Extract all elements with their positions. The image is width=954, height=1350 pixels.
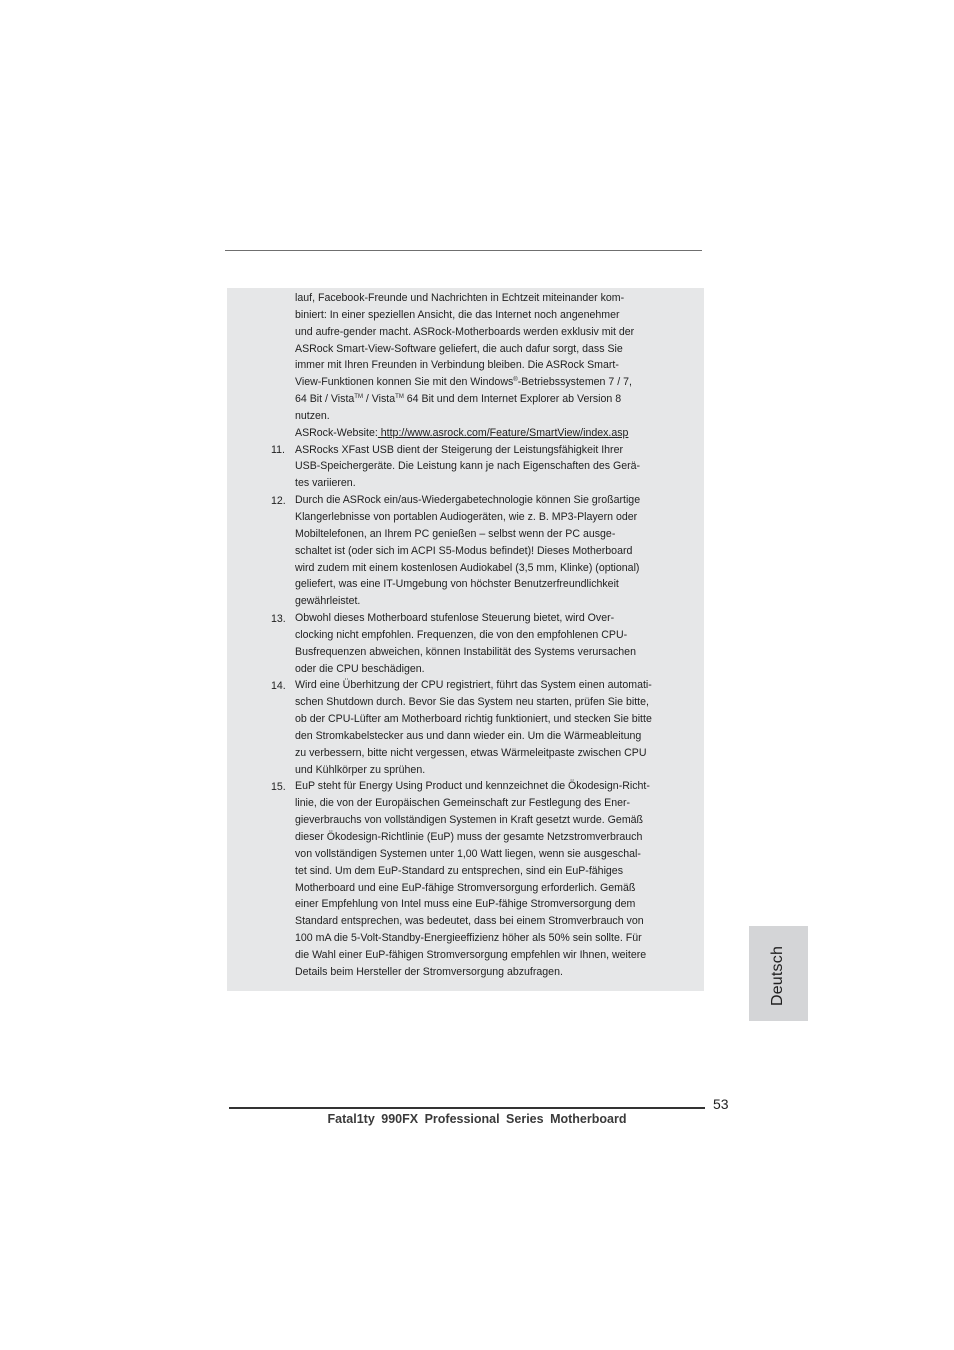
item-12-line: gewährleistet. <box>295 595 361 608</box>
website-line <box>295 425 679 442</box>
item-14-line: ob der CPU-Lüfter am Motherboard richtig funktioniert, und stecken Sie bitte <box>295 713 652 726</box>
item-11-line: tes variieren. <box>295 477 356 490</box>
item-15-line: EuP steht für Energy Using Product und kennzeichnet die Ökodesign-Richt- <box>295 780 650 793</box>
intro-windows-before: View-Funktionen konnen Sie mit den Windows <box>295 376 514 389</box>
item-number: 13. <box>271 613 286 625</box>
intro-line: immer mit Ihren Freunden in Verbindung bleiben. Die ASRock Smart- <box>295 359 619 372</box>
item-13-line: Busfrequenzen abweichen, können Instabilität des Systems verursachen <box>295 645 636 658</box>
intro-line: und aufre-gender macht. ASRock-Motherboards werden exklusiv mit der <box>295 325 635 338</box>
item-15-line: Standard entsprechen, was bedeutet, dass bei einem Stromverbrauch von <box>295 915 644 928</box>
item-12-line: Klangerlebnisse von portablen Audiogeräten, wie z. B. MP3-Playern oder <box>295 510 638 523</box>
item-15-line: die Wahl einer EuP-fähigen Stromversorgung empfehlen wir Ihnen, weitere <box>295 948 647 961</box>
text-column <box>295 290 679 981</box>
item-15-line: 100 mA die 5-Volt-Standby-Energieeffizienz höher als 50% sein sollte. Für <box>295 932 642 945</box>
item-number: 14. <box>271 680 286 692</box>
item-15-line: einer Empfehlung von Intel muss eine EuP-fähige Stromversorgung dem <box>295 898 636 911</box>
item-14-line: schen Shutdown durch. Bevor Sie das System neu starten, prüfen Sie bitte, <box>295 696 649 709</box>
item-13-line: clocking nicht empfohlen. Frequenzen, die von den empfohlenen CPU- <box>295 628 628 641</box>
website-link[interactable]: http://www.asrock.com/Feature/SmartView/index.asp <box>377 426 629 439</box>
item-14-line: Wird eine Überhitzung der CPU registriert, führt das System einen automati- <box>295 679 652 692</box>
registered-mark: ® <box>513 377 518 384</box>
item-14-line: den Stromkabelstecker aus und dann wieder ein. Um die Wärmeableitung <box>295 729 642 742</box>
footer-title: Fatal1ty 990FX Professional Series Motherboard <box>327 1112 627 1126</box>
item-11-line: USB-Speichergeräte. Die Leistung kann je nach Eigenschaften des Gerä- <box>295 460 641 473</box>
item-12-line: geliefert, was eine IT-Umgebung von höchster Benutzerfreundlichkeit <box>295 578 619 591</box>
item-15-line: linie, die von der Europäischen Gemeinschaft zur Festlegung des Ener- <box>295 797 631 810</box>
item-15-line: dieser Ökodesign-Richtlinie (EuP) muss der gesamte Netzstromverbrauch <box>295 831 643 843</box>
item-number: 12. <box>271 495 286 507</box>
intro-line: ASRock Smart-View-Software geliefert, die auch dafur sorgt, dass Sie <box>295 342 623 355</box>
vista-part-1: 64 Bit / Vista <box>295 393 355 406</box>
top-rule <box>225 250 702 251</box>
trademark-mark: TM <box>395 394 404 401</box>
item-12-line: Durch die ASRock ein/aus-Wiedergabetechnologie können Sie großartige <box>295 494 641 507</box>
item-11-line: ASRocks XFast USB dient der Steigerung der Leistungsfähigkeit Ihrer <box>295 443 623 456</box>
item-15-line: Motherboard und eine EuP-fähige Stromversorgung erforderlich. Gemäß <box>295 881 636 894</box>
page-number: 53 <box>713 1096 729 1112</box>
intro-line-windows <box>295 374 679 391</box>
item-14-line: zu verbessern, bitte nicht vergessen, etwas Wärmeleitpaste zwischen CPU <box>295 746 647 759</box>
item-13-line: oder die CPU beschädigen. <box>295 662 425 675</box>
item-13-line: Obwohl dieses Motherboard stufenlose Steuerung bietet, wird Over- <box>295 612 615 625</box>
language-side-tab <box>749 926 808 1021</box>
vista-part-3: 64 Bit und dem Internet Explorer ab Version 8 <box>403 393 622 406</box>
item-12-line: schaltet ist (oder sich im ACPI S5-Modus befindet)! Dieses Motherboard <box>295 544 633 557</box>
intro-line: biniert: In einer speziellen Ansicht, die das Internet noch angenehmer <box>295 308 620 321</box>
item-12-line: wird zudem mit einem kostenlosen Audiokabel (3,5 mm, Klinke) (optional) <box>295 561 640 574</box>
vista-part-2: / Vista <box>362 393 396 406</box>
item-15-line: Details beim Hersteller der Stromversorgung abzufragen. <box>295 965 563 978</box>
item-15-line: gieverbrauchs von vollständigen Systemen in Kraft gesetzt wurde. Gemäß <box>295 814 644 827</box>
item-number: 11. <box>271 444 285 456</box>
item-15-line: von vollständigen Systemen unter 1,00 Watt liegen, wenn sie ausgeschal- <box>295 847 641 860</box>
intro-line: lauf, Facebook-Freunde und Nachrichten in Echtzeit miteinander kom- <box>295 292 625 304</box>
intro-line: nutzen. <box>295 409 330 422</box>
item-15-line: tet sind. Um dem EuP-Standard zu entsprechen, sind ein EuP-fähiges <box>295 864 623 877</box>
intro-line-vista <box>295 391 679 408</box>
language-label: Deutsch <box>769 945 786 1007</box>
bottom-rule <box>229 1107 705 1109</box>
item-12-line: Mobiltelefonen, an Ihrem PC genießen – selbst wenn der PC ausge- <box>295 527 616 540</box>
intro-windows-after: -Betriebssystemen 7 / 7, <box>517 376 632 389</box>
item-14-line: und Kühlkörper zu sprühen. <box>295 763 426 776</box>
trademark-mark: TM <box>354 394 363 401</box>
item-number: 15. <box>271 781 286 793</box>
website-label: ASRock-Website: <box>295 426 378 439</box>
